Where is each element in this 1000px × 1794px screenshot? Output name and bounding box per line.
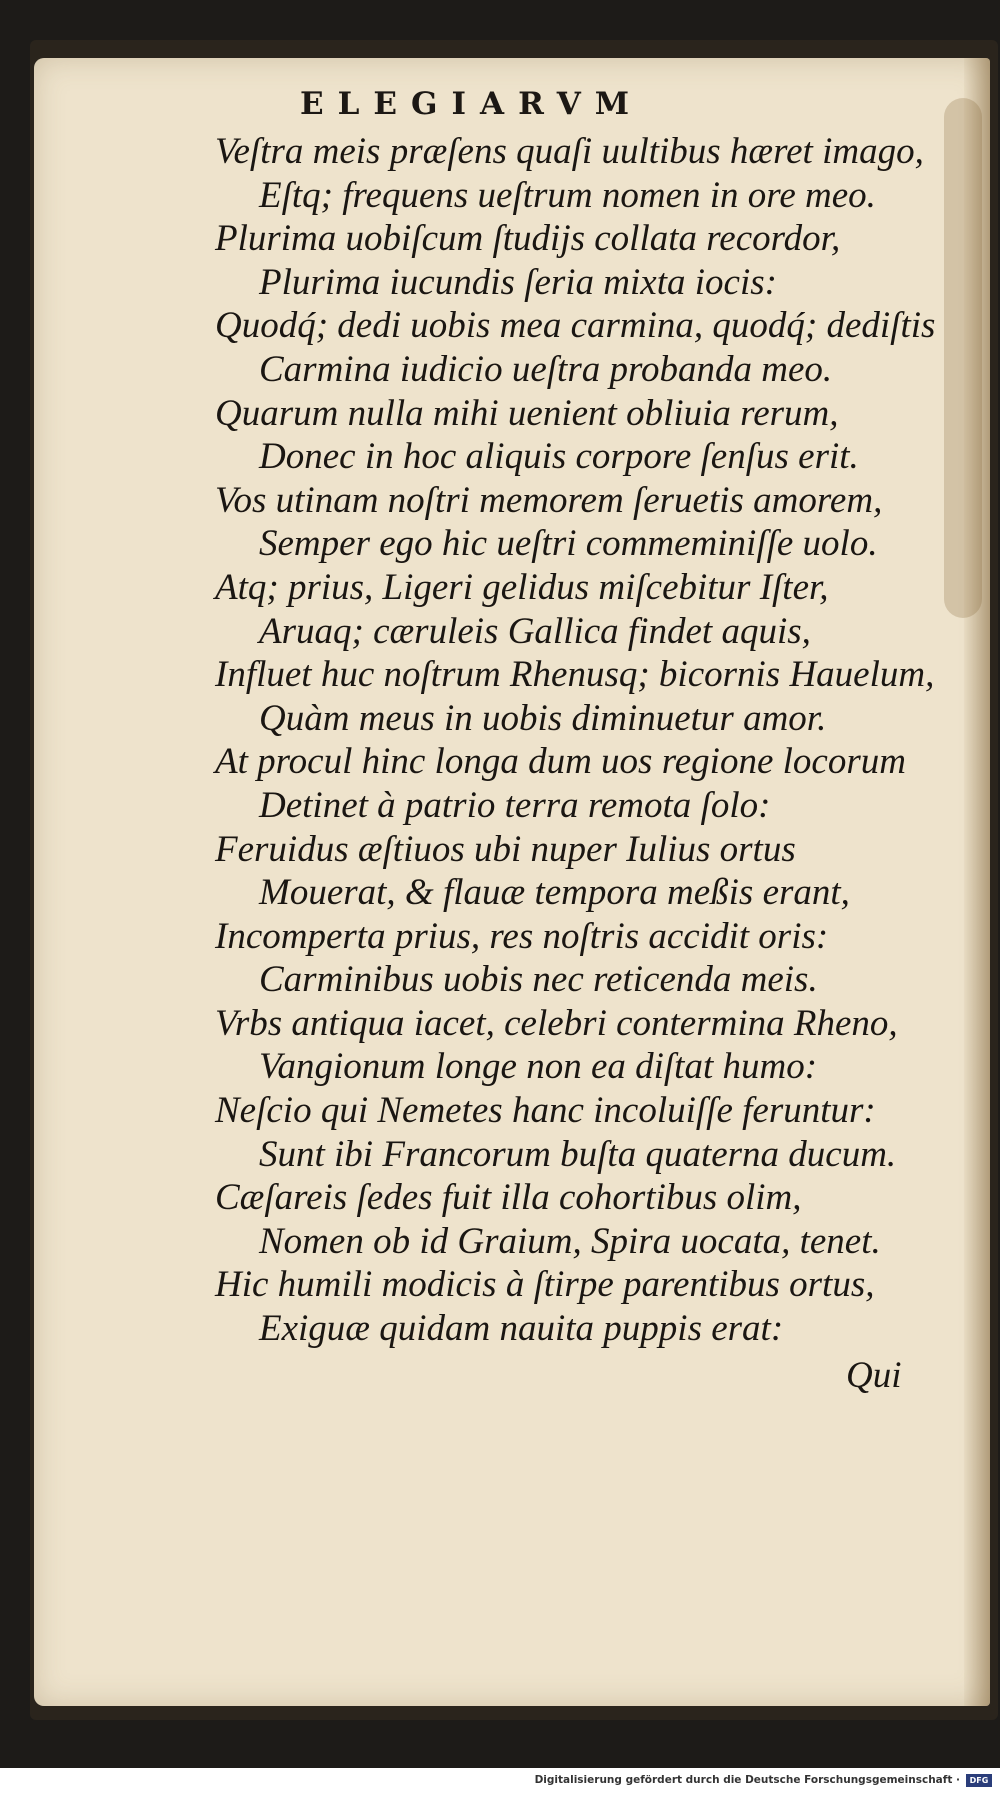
verse-line: Neſcio qui Nemetes hanc incoluiſſe feruntur: [215, 1090, 876, 1132]
verse-line: Quarum nulla mihi uenient obliuia rerum, [215, 392, 839, 434]
verse-line: Nomen ob id Graium, Spira uocata, tenet. [259, 1220, 881, 1262]
verse-line: Carmina iudicio ueſtra probanda meo. [259, 348, 833, 390]
verse-line: Detinet à patrio terra remota ſolo: [259, 784, 771, 826]
verse-line: Plurima uobiſcum ſtudijs collata recordor, [215, 218, 841, 260]
dfg-logo: DFG [966, 1774, 992, 1787]
verse-line: Cæſareis ſedes fuit illa cohortibus olim, [215, 1177, 802, 1219]
footer-bar [0, 1768, 1000, 1794]
running-head: ELEGIARVM [300, 86, 644, 122]
verse-line: Hic humili modicis à ſtirpe parentibus ortus, [215, 1264, 875, 1306]
verse-line: Sunt ibi Francorum buſta quaterna ducum. [259, 1133, 897, 1175]
verse-line: Quodq́; dedi uobis mea carmina, quodq́; dediſtis [215, 305, 936, 347]
page-edge-shadow [964, 58, 990, 1706]
verse-line: Feruidus æſtiuos ubi nuper Iulius ortus [215, 828, 796, 870]
verse-line: Atq; prius, Ligeri gelidus miſcebitur Iſter, [215, 566, 829, 608]
verse-line: At procul hinc longa dum uos regione locorum [215, 741, 906, 783]
verse-line: Semper ego hic ueſtri commeminiſſe uolo. [259, 523, 878, 565]
verse-text [215, 130, 936, 1351]
funding-credit: Digitalisierung gefördert durch die Deutsche Forschungsgemeinschaft · [534, 1774, 960, 1786]
verse-line: Plurima iucundis ſeria mixta iocis: [259, 261, 777, 303]
verse-line: Eſtq; frequens ueſtrum nomen in ore meo. [259, 174, 876, 216]
verse-line: Incomperta prius, res noſtris accidit oris: [215, 915, 829, 957]
verse-line: Quàm meus in uobis diminuetur amor. [259, 697, 827, 739]
verse-line: Vrbs antiqua iacet, celebri contermina Rheno, [215, 1002, 898, 1044]
verse-line: Donec in hoc aliquis corpore ſenſus erit. [259, 436, 859, 478]
catchword: Qui [846, 1355, 902, 1396]
verse-line: Aruaq; cæruleis Gallica findet aquis, [259, 610, 811, 652]
verse-line: Mouerat, & flauæ tempora meßis erant, [259, 872, 850, 914]
verse-line: Vangionum longe non ea diſtat humo: [259, 1046, 818, 1088]
verse-line: Veſtra meis præſens quaſi uultibus hæret imago, [215, 131, 924, 172]
verse-line: Vos utinam noſtri memorem ſeruetis amorem, [215, 479, 883, 521]
verse-line: Exiguæ quidam nauita puppis erat: [259, 1308, 784, 1350]
verse-line: Carminibus uobis nec reticenda meis. [259, 959, 818, 1001]
verse-line: Influet huc noſtrum Rhenusq; bicornis Hauelum, [215, 654, 935, 696]
